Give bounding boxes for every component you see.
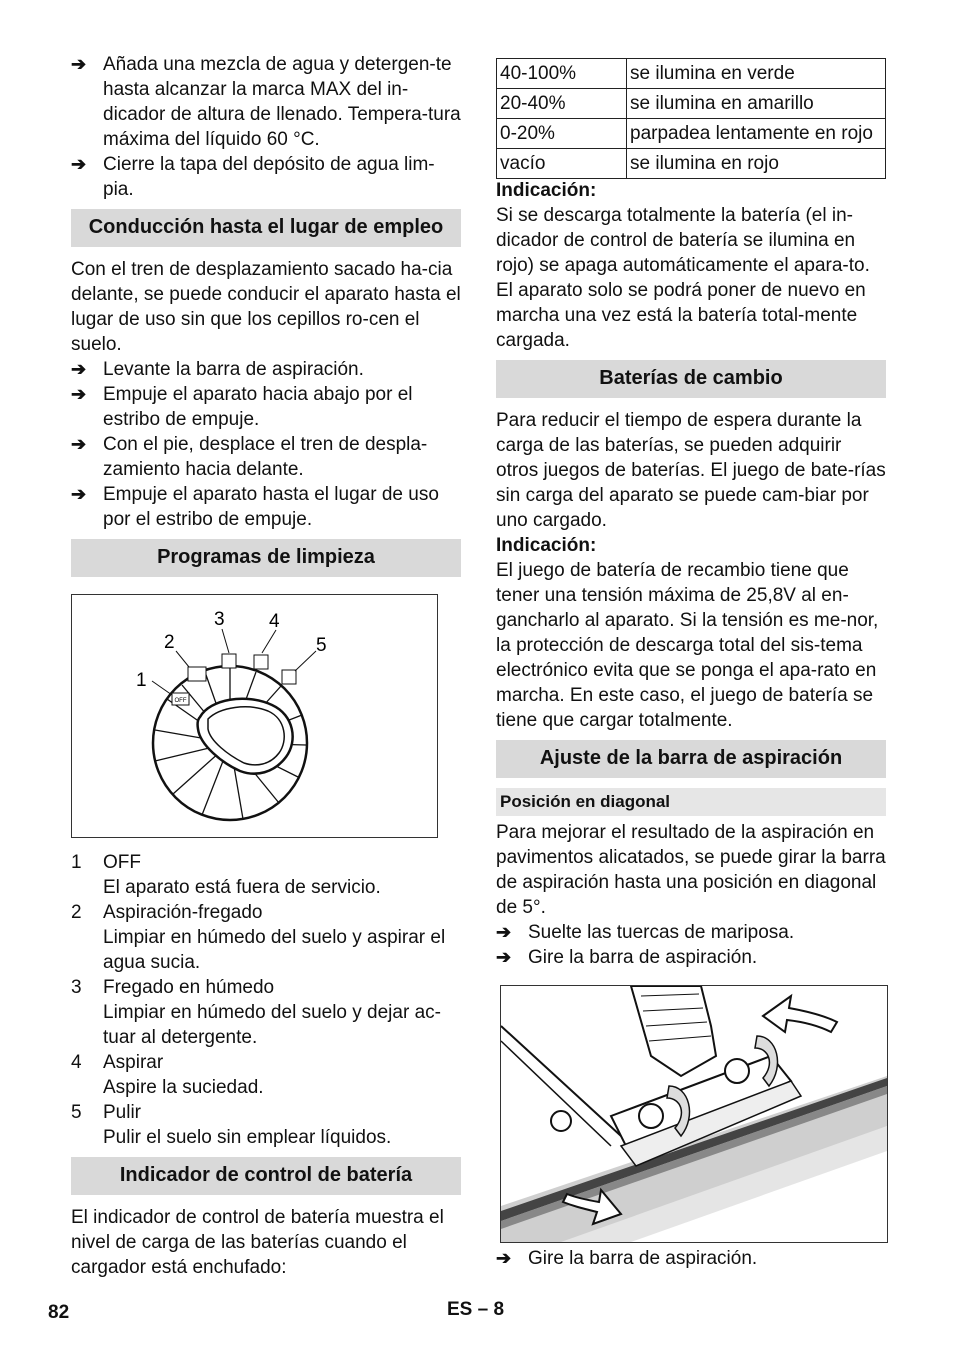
item-number: 1 (71, 852, 82, 873)
arrow-icon: ➔ (496, 1248, 512, 1268)
step-item (496, 945, 886, 970)
table-row (497, 119, 886, 149)
table-cell-level: 40-100% (497, 59, 627, 89)
wet-scrub-icon (222, 654, 236, 668)
list-item (71, 1050, 461, 1100)
step-text: Levante la barra de aspiración. (103, 359, 364, 380)
dial-label-4: 4 (269, 611, 280, 632)
language-page-label: ES – 8 (447, 1299, 505, 1320)
step-text: Añada una mezcla de agua y detergen-te hasta alcanzar la marca MAX del in-dicador de altura de llenado. Tempera-tura máxima del líquido 60 °C. (103, 54, 461, 150)
step-text: Gire la barra de aspiración. (528, 1248, 758, 1269)
step-text: Cierre la tapa del depósito de agua lim-pia. (103, 154, 435, 200)
arrow-icon: ➔ (71, 154, 87, 174)
table-cell-level: 0-20% (497, 119, 627, 149)
list-item (71, 900, 461, 975)
dial-label-3: 3 (214, 609, 225, 630)
step-text: Empuje el aparato hacia abajo por el estribo de empuje. (103, 384, 413, 430)
program-dial-figure (71, 594, 438, 838)
paragraph: El juego de batería de recambio tiene que tener una tensión máxima de 25,8V al en-gancharlo al aparato. Si la tensión es me-nor, la protección de descarga total del sis-tema electrónico evita que se ponga el apa-rato en marcha. En este caso, el juego de batería se tiene que cargar totalmente. (496, 560, 879, 731)
dial-label-2: 2 (164, 632, 175, 653)
table-cell-level: 20-40% (497, 89, 627, 119)
paragraph: Para mejorar el resultado de la aspiración en pavimentos alicatados, se puede girar la barra de aspiración hasta una posición en diagonal de 5°. (496, 822, 886, 918)
item-desc: Pulir el suelo sin emplear líquidos. (103, 1127, 392, 1148)
item-desc: Limpiar en húmedo del suelo y dejar ac-tuar al detergente. (103, 1002, 441, 1048)
item-desc: Limpiar en húmedo del suelo y aspirar el agua sucia. (103, 927, 446, 973)
section-header-conduccion: Conducción hasta el lugar de empleo (71, 209, 461, 247)
section-header-cambio: Baterías de cambio (496, 360, 886, 398)
section-header-indicador: Indicador de control de batería (71, 1157, 461, 1195)
paragraph: Para reducir el tiempo de espera durante la carga de las baterías, se pueden adquirir otros juegos de baterías. El juego de bate-rías sin carga del aparato se puede cam-biar por uno cargado. (496, 410, 886, 531)
item-number: 3 (71, 977, 82, 998)
off-icon-label: OFF (174, 698, 187, 704)
step-text: Con el pie, desplace el tren de despla-zamiento hacia delante. (103, 434, 428, 480)
step-item (71, 357, 461, 382)
right-column (496, 58, 886, 1271)
item-number: 2 (71, 902, 82, 923)
note-label: Indicación: (496, 180, 597, 201)
item-number: 4 (71, 1052, 82, 1073)
arrow-icon: ➔ (71, 54, 87, 74)
dial-label-1: 1 (136, 670, 147, 691)
step-text: Gire la barra de aspiración. (528, 947, 758, 968)
squeegee-illustration (501, 986, 887, 1242)
list-item (71, 850, 461, 900)
dial-label-5: 5 (316, 635, 327, 656)
sub-header-diagonal: Posición en diagonal (496, 788, 886, 816)
battery-status-table (496, 58, 886, 179)
paragraph: Si se descarga totalmente la batería (el in-dicador de control de batería se ilumina en rojo) se apaga automáticamente el apara-to. El aparato solo se podrá poner de nuevo en marcha una vez está la batería total-mente cargada. (496, 205, 870, 351)
arrow-icon: ➔ (71, 434, 87, 454)
table-row (497, 59, 886, 89)
arrow-icon: ➔ (496, 947, 512, 967)
table-row (497, 89, 886, 119)
step-item (71, 152, 461, 202)
vacuum-icon (254, 655, 268, 669)
arrow-icon: ➔ (71, 484, 87, 504)
arrow-icon: ➔ (71, 384, 87, 404)
item-name: Fregado en húmedo (103, 977, 275, 998)
section-header-ajuste: Ajuste de la barra de aspiración (496, 740, 886, 778)
note-label: Indicación: (496, 535, 597, 556)
table-row (497, 149, 886, 179)
polish-icon (282, 670, 296, 684)
left-column (71, 52, 461, 1280)
item-name: Aspiración-fregado (103, 902, 263, 923)
program-list (71, 850, 461, 1150)
table-cell-level: vacío (497, 149, 627, 179)
step-item (496, 1246, 886, 1271)
item-name: Aspirar (103, 1052, 164, 1073)
squeegee-figure (500, 985, 888, 1243)
step-item (71, 482, 461, 532)
arrow-icon: ➔ (496, 922, 512, 942)
item-name: OFF (103, 852, 141, 873)
item-desc: El aparato está fuera de servicio. (103, 877, 381, 898)
arrow-icon: ➔ (71, 359, 87, 379)
item-desc: Aspire la suciedad. (103, 1077, 264, 1098)
paragraph: El indicador de control de batería muestra el nivel de carga de las baterías cuando el cargador está enchufado: (71, 1207, 444, 1278)
step-item (496, 920, 886, 945)
item-number: 5 (71, 1102, 82, 1123)
table-cell-state: se ilumina en verde (627, 59, 886, 89)
step-text: Empuje el aparato hasta el lugar de uso por el estribo de empuje. (103, 484, 439, 530)
scrub-vacuum-icon (188, 667, 206, 681)
step-item (71, 52, 461, 152)
step-item (71, 432, 461, 482)
section-header-programas: Programas de limpieza (71, 539, 461, 577)
step-text: Suelte las tuercas de mariposa. (528, 922, 795, 943)
table-cell-state: se ilumina en rojo (627, 149, 886, 179)
list-item (71, 975, 461, 1050)
paragraph: Con el tren de desplazamiento sacado ha-cia delante, se puede conducir el aparato hasta el lugar de uso sin que los cepillos ro-cen el suelo. (71, 259, 461, 355)
item-name: Pulir (103, 1102, 142, 1123)
table-cell-state: parpadea lentamente en rojo (627, 119, 886, 149)
step-item (71, 382, 461, 432)
table-cell-state: se ilumina en amarillo (627, 89, 886, 119)
list-item (71, 1100, 461, 1150)
page-number: 82 (48, 1302, 70, 1323)
program-dial-illustration (72, 595, 437, 837)
